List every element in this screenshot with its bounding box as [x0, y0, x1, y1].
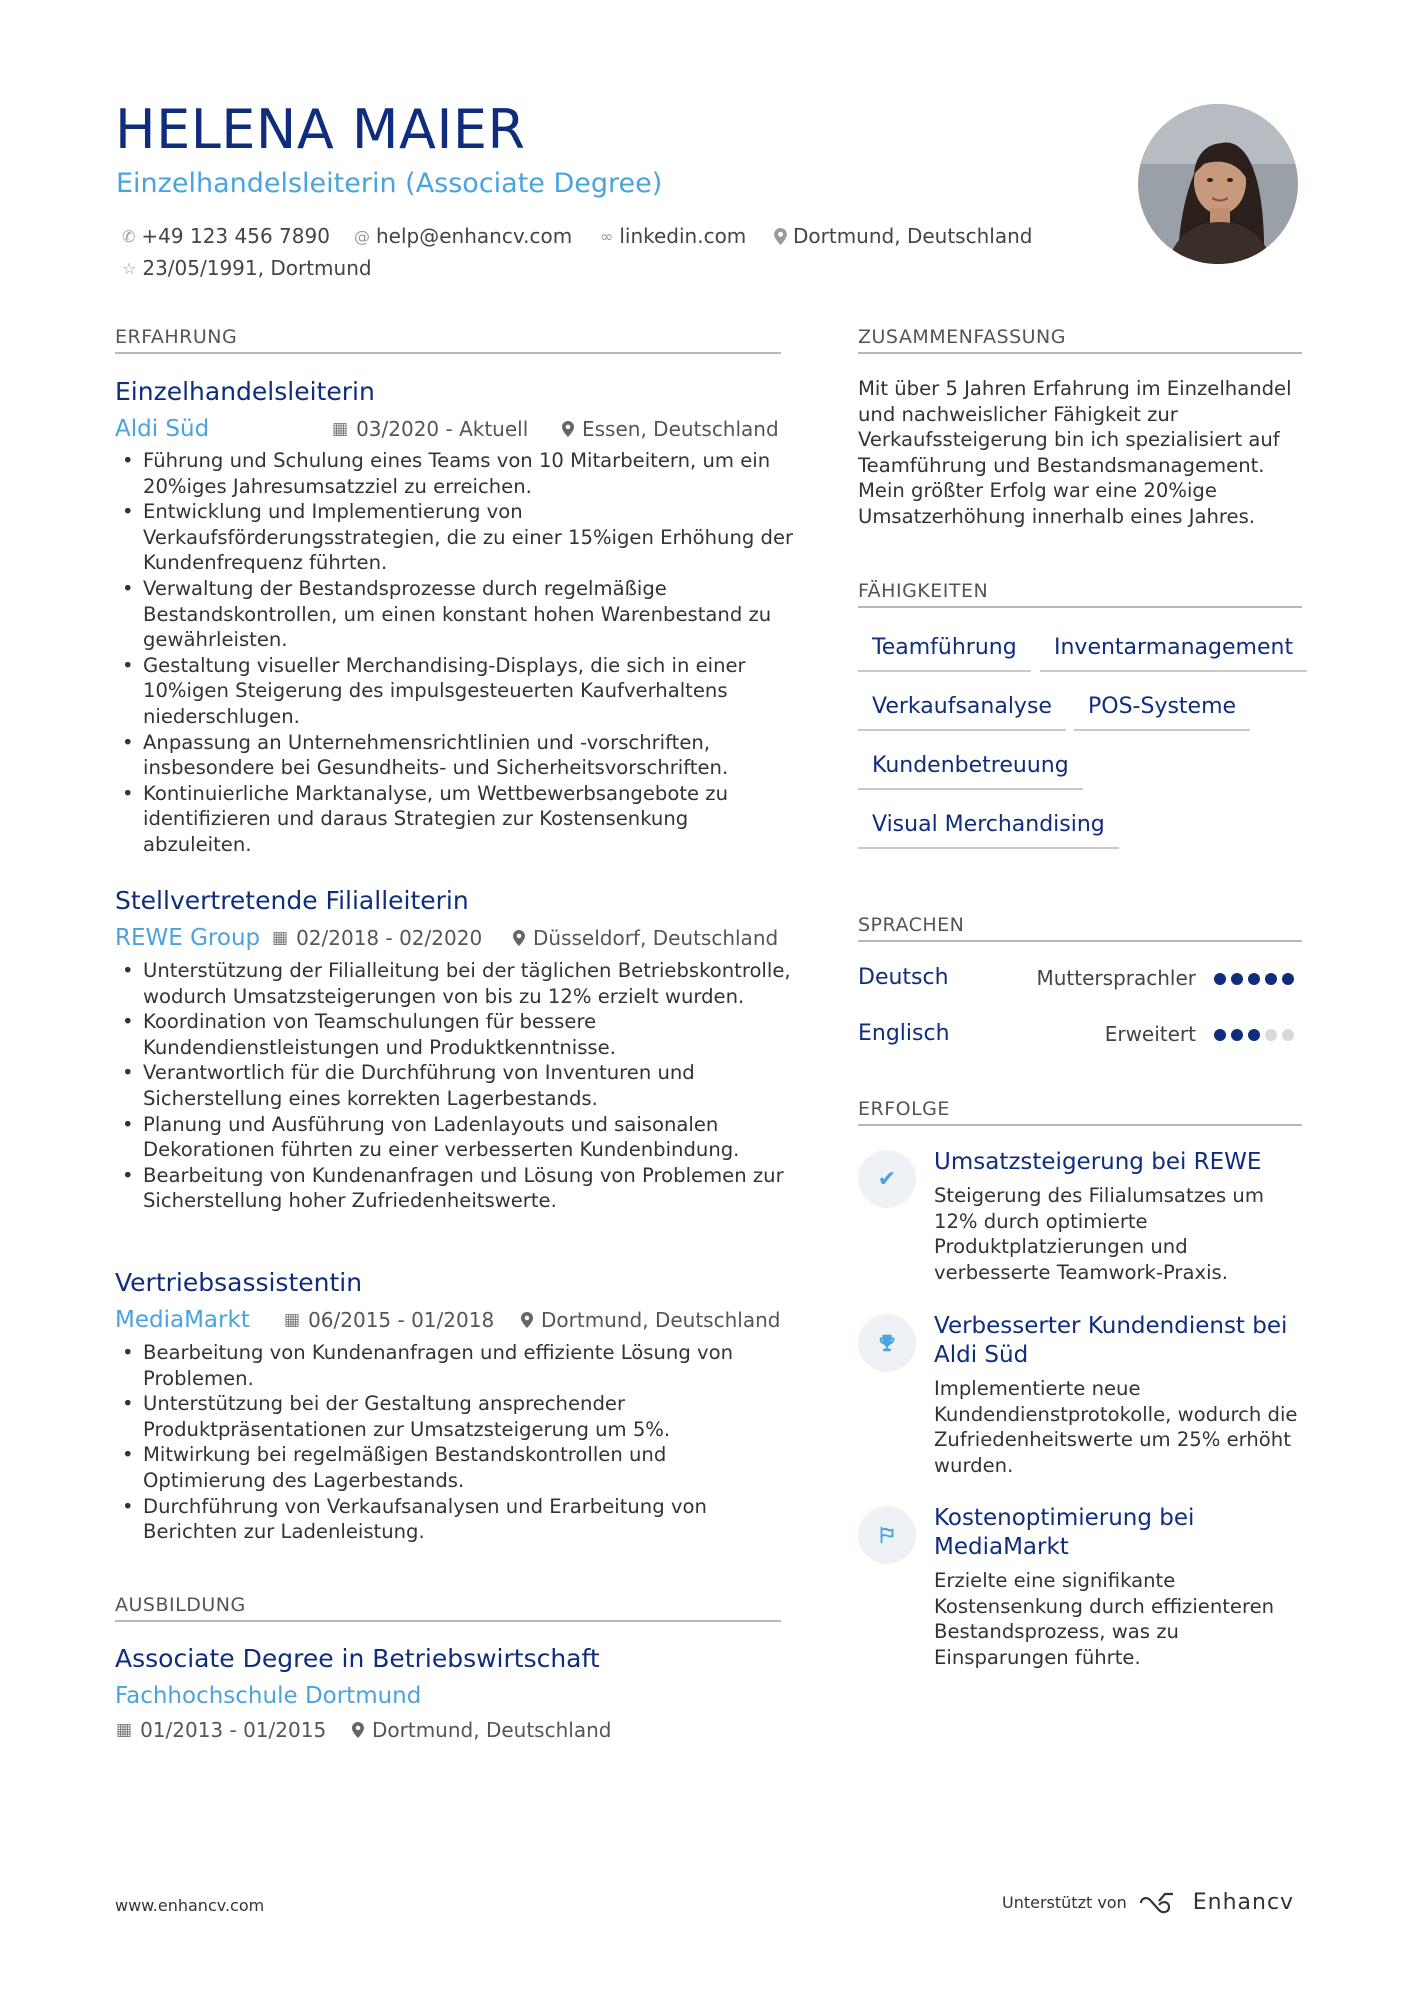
- at-icon: @: [354, 226, 370, 246]
- list-item: • Bearbeitung von Kundenanfragen und Lösung von Problemen zur Sicherstellung hoher Zufriedenheitswerte.: [115, 1163, 795, 1214]
- contact-birth: ☆ 23/05/1991, Dortmund: [122, 256, 372, 280]
- list-item: • Unterstützung bei der Gestaltung ansprechender Produktpräsentationen zur Umsatzsteigerung um 5%.: [115, 1391, 795, 1442]
- experience-section-title: ERFAHRUNG: [115, 326, 238, 348]
- contact-email[interactable]: @ help@enhancv.com: [354, 224, 573, 248]
- language-name: Deutsch: [858, 965, 949, 990]
- job-location: Essen, Deutschland: [562, 417, 779, 441]
- rating-dot-filled: [1282, 973, 1294, 985]
- list-item: • Durchführung von Verkaufsanalysen und Erarbeitung von Berichten zur Ladenleistung.: [115, 1494, 795, 1545]
- achievement-text: Implementierte neue Kundendienstprotokolle, wodurch die Zufriedenheitswerte um 25% erhöht wurden.: [934, 1377, 1298, 1477]
- contact-linkedin[interactable]: ∞ linkedin.com: [600, 224, 747, 248]
- contact-phone: ✆ +49 123 456 7890: [122, 224, 330, 248]
- job-bullets: [115, 958, 795, 1214]
- star-icon: ☆: [122, 258, 137, 278]
- list-item: • Mitwirkung bei regelmäßigen Bestandskontrollen und Optimierung des Lagerbestands.: [115, 1442, 795, 1493]
- skills-divider: [858, 606, 1302, 608]
- achievements-section-title: ERFOLGE: [858, 1098, 950, 1120]
- phone-icon: ✆: [122, 226, 136, 246]
- candidate-subtitle: Einzelhandelsleiterin (Associate Degree): [116, 168, 663, 199]
- candidate-name: HELENA MAIER: [115, 98, 526, 161]
- education-dates: ▦ 01/2013 - 01/2015: [116, 1718, 327, 1742]
- list-item: • Planung und Ausführung von Ladenlayouts und saisonalen Dekorationen führten zu einer verbesserten Kundenbindung.: [115, 1112, 795, 1163]
- job-dates: ▦ 03/2020 - Aktuell: [332, 417, 529, 441]
- list-item: • Anpassung an Unternehmensrichtlinien und -vorschriften, insbesondere bei Gesundheits- und Sicherheitsvorschriften.: [115, 730, 795, 781]
- enhancv-logo-icon: [1137, 1891, 1183, 1915]
- list-item: • Koordination von Teamschulungen für bessere Kundendienstleistungen und Produktkenntnisse.: [115, 1009, 795, 1060]
- list-item: • Verantwortlich für die Durchführung von Inventuren und Sicherstellung eines korrekten Lagerbestands.: [115, 1060, 795, 1111]
- achievement-text: Erzielte eine signifikante Kostensenkung durch effizienteren Bestandsprozess, was zu Einsparungen führte.: [934, 1569, 1275, 1669]
- location-pin-icon: [521, 1312, 533, 1328]
- education-divider: [115, 1620, 781, 1622]
- location-pin-icon: [352, 1722, 364, 1738]
- languages-divider: [858, 940, 1302, 942]
- list-item: • Verwaltung der Bestandsprozesse durch regelmäßige Bestandskontrollen, um einen konstant hohen Warenbestand zu gewährleisten.: [115, 576, 795, 653]
- check-icon: ✔: [858, 1150, 916, 1208]
- skill-tag: Inventarmanagement: [1040, 631, 1307, 672]
- list-item: • Unterstützung der Filialleitung bei der täglichen Betriebskontrolle, wodurch Umsatzsteigerungen von bis zu 12% erzielt wurden.: [115, 958, 795, 1009]
- skill-tag: POS-Systeme: [1074, 690, 1250, 731]
- summary-text: Mit über 5 Jahren Erfahrung im Einzelhandel und nachweislicher Fähigkeit zur Verkaufssteigerung bin ich spezialisiert auf Teamführung und Bestandsmanagement. Mein größter Erfolg war eine 20%ige Umsatzerhöhung innerhalb eines Jahres.: [858, 377, 1292, 528]
- list-item: • Kontinuierliche Marktanalyse, um Wettbewerbsangebote zu identifizieren und daraus Strategien zur Kostensenkung abzuleiten.: [115, 781, 795, 858]
- job-location: Dortmund, Deutschland: [521, 1308, 780, 1332]
- language-rating: [1214, 973, 1294, 985]
- skills-section-title: FÄHIGKEITEN: [858, 580, 989, 602]
- job-bullets: [115, 448, 795, 858]
- summary-divider: [858, 352, 1302, 354]
- rating-dot-empty: [1265, 1029, 1277, 1041]
- footer-brand: Enhancv: [1192, 1890, 1295, 1915]
- list-item: • Entwicklung und Implementierung von Verkaufsförderungsstrategien, die zu einer 15%igen Erhöhung der Kundenfrequenz führten.: [115, 499, 795, 576]
- job-bullets: [115, 1340, 795, 1545]
- job-title: Einzelhandelsleiterin: [115, 377, 375, 406]
- list-item: • Gestaltung visueller Merchandising-Displays, die sich in einer 10%igen Steigerung des impulsgesteuerten Kaufverhaltens niederschlugen.: [115, 653, 795, 730]
- education-location: Dortmund, Deutschland: [352, 1718, 611, 1742]
- skill-tag: Kundenbetreuung: [858, 749, 1083, 790]
- rating-dot-empty: [1282, 1029, 1294, 1041]
- calendar-icon: ▦: [272, 928, 289, 948]
- rating-dot-filled: [1231, 973, 1243, 985]
- list-item: • Bearbeitung von Kundenanfragen und effiziente Lösung von Problemen.: [115, 1340, 795, 1391]
- rating-dot-filled: [1231, 1029, 1243, 1041]
- job-location: Düsseldorf, Deutschland: [513, 926, 778, 950]
- job-title: Vertriebsassistentin: [115, 1268, 363, 1297]
- language-level: Muttersprachler: [1036, 966, 1196, 990]
- language-rating: [1214, 1029, 1294, 1041]
- job-company: MediaMarkt: [115, 1307, 250, 1333]
- job-company: Aldi Süd: [115, 416, 210, 442]
- education-degree: Associate Degree in Betriebswirtschaft: [115, 1644, 600, 1673]
- calendar-icon: ▦: [284, 1310, 301, 1330]
- achievement-title: Umsatzsteigerung bei REWE: [934, 1149, 1262, 1175]
- achievements-divider: [858, 1124, 1302, 1126]
- rating-dot-filled: [1214, 1029, 1226, 1041]
- languages-section-title: SPRACHEN: [858, 914, 965, 936]
- link-icon: ∞: [600, 226, 614, 246]
- achievement-title: Kostenoptimierung bei MediaMarkt: [934, 1505, 1195, 1560]
- skill-tag: Verkaufsanalyse: [858, 690, 1066, 731]
- education-school: Fachhochschule Dortmund: [115, 1683, 422, 1709]
- list-item: • Führung und Schulung eines Teams von 10 Mitarbeitern, um ein 20%iges Jahresumsatzziel zu erreichen.: [115, 448, 795, 499]
- rating-dot-filled: [1248, 1029, 1260, 1041]
- rating-dot-filled: [1265, 973, 1277, 985]
- achievement-title: Verbesserter Kundendienst bei Aldi Süd: [934, 1313, 1288, 1368]
- location-pin-icon: [562, 421, 574, 437]
- rating-dot-filled: [1214, 973, 1226, 985]
- job-title: Stellvertretende Filialleiterin: [115, 886, 469, 915]
- job-dates: ▦ 02/2018 - 02/2020: [272, 926, 483, 950]
- education-section-title: AUSBILDUNG: [115, 1594, 246, 1616]
- footer-website[interactable]: www.enhancv.com: [115, 1896, 265, 1915]
- achievement-text: Steigerung des Filialumsatzes um 12% durch optimierte Produktplatzierungen und verbesserte Teamwork-Praxis.: [934, 1184, 1264, 1284]
- footer-powered-by: Unterstützt von Enhancv: [1002, 1890, 1295, 1915]
- job-dates: ▦ 06/2015 - 01/2018: [284, 1308, 495, 1332]
- contact-location: Dortmund, Deutschland: [774, 224, 1032, 248]
- trophy-icon: [858, 1314, 916, 1372]
- profile-photo: [1138, 104, 1298, 264]
- language-name: Englisch: [858, 1021, 950, 1046]
- location-pin-icon: [774, 228, 787, 245]
- skill-tag: Teamführung: [858, 631, 1031, 672]
- experience-divider: [115, 352, 781, 354]
- language-level: Erweitert: [1104, 1022, 1196, 1046]
- skill-tag: Visual Merchandising: [858, 808, 1119, 849]
- rating-dot-filled: [1248, 973, 1260, 985]
- flag-icon: [858, 1506, 916, 1564]
- summary-section-title: ZUSAMMENFASSUNG: [858, 326, 1066, 348]
- calendar-icon: ▦: [116, 1720, 133, 1740]
- calendar-icon: ▦: [332, 419, 349, 439]
- location-pin-icon: [513, 930, 525, 946]
- job-company: REWE Group: [115, 925, 261, 951]
